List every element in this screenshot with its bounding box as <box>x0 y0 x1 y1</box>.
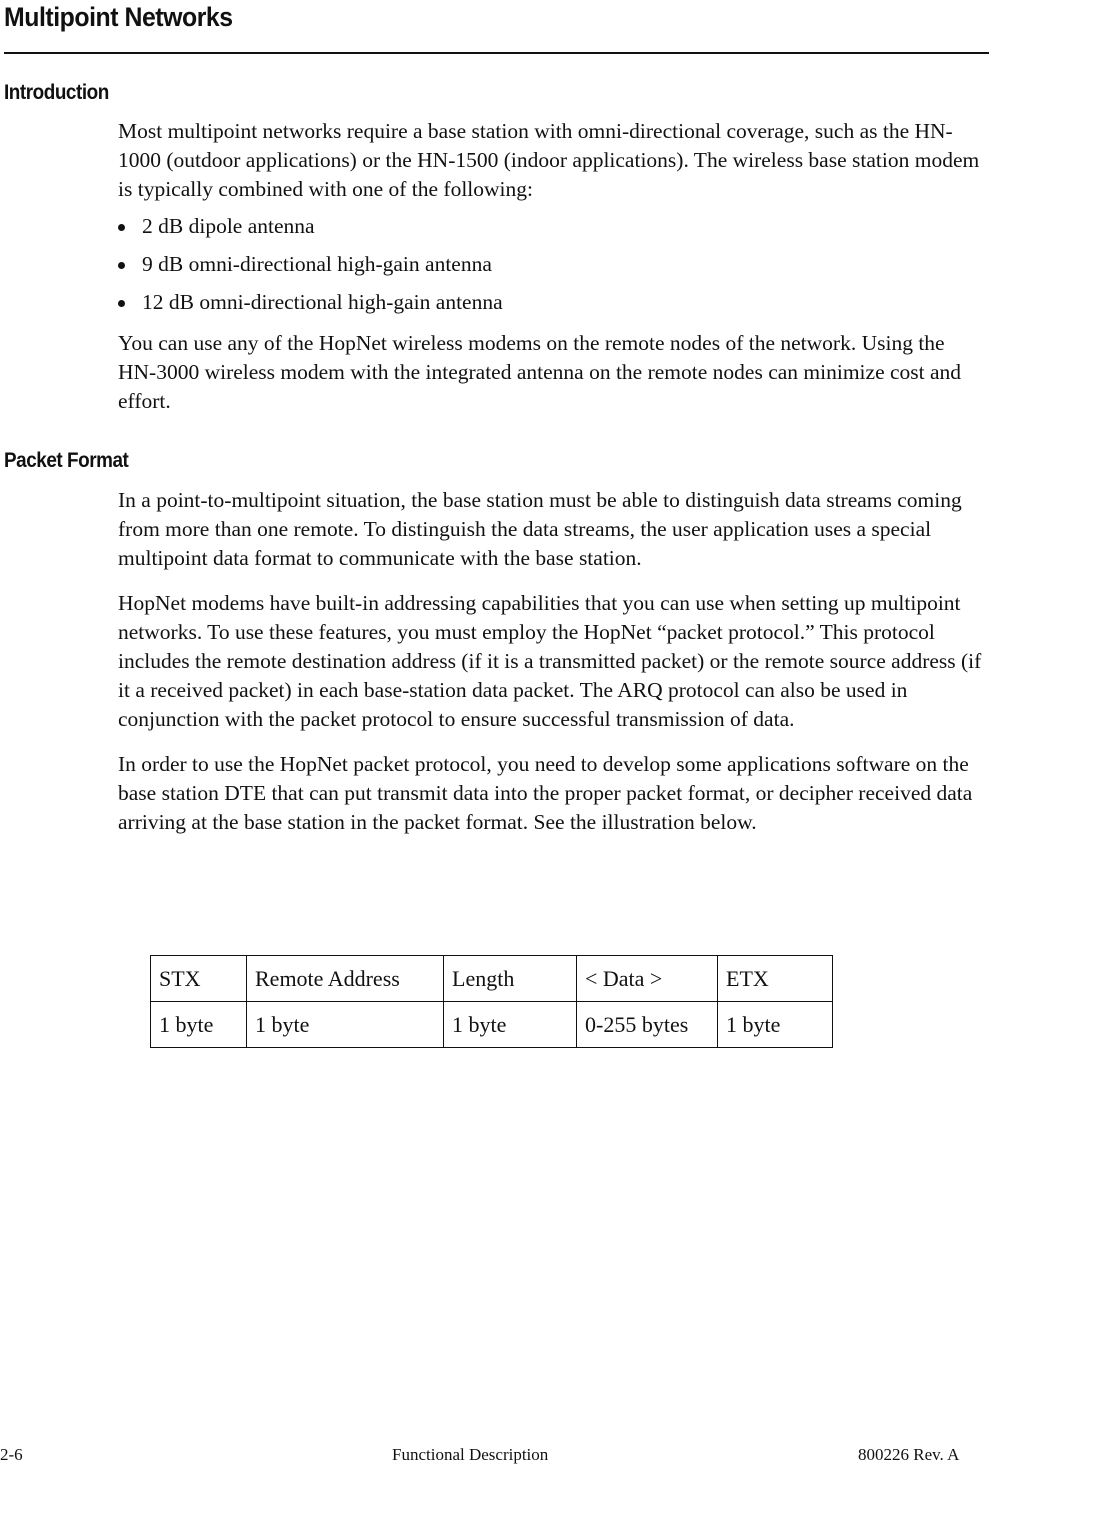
table-cell: ETX <box>718 956 833 1002</box>
table-cell: 1 byte <box>718 1002 833 1048</box>
table-cell: 1 byte <box>247 1002 444 1048</box>
introduction-heading: Introduction <box>4 81 109 104</box>
footer-section-title: Functional Description <box>392 1445 549 1464</box>
introduction-paragraph: Most multipoint networks require a base station with omni-directional coverage, such as the HN-1000 (outdoor applications) or the HN-1500 (indoor applications). The wireless base station modem is typically combined with one of the following: <box>118 119 980 201</box>
table-cell: Length <box>444 956 577 1002</box>
addressing-paragraph: HopNet modems have built-in addressing capabilities that you can use when setting up multipoint networks. To use these features, you must employ the HopNet “packet protocol.” This protocol includes the remote destination address (if it is a transmitted packet) or the remote source address (if it a received packet) in each base-station data packet. The ARQ protocol can also be used in conjunction with the packet protocol to ensure successful transmission of data. <box>118 591 982 731</box>
applications-paragraph: In order to use the HopNet packet protocol, you need to develop some applications software on the base station DTE that can put transmit data into the proper packet format, or decipher received data arriving at the base station in the packet format. See the illustration below. <box>118 752 973 834</box>
packet-format-table <box>150 955 833 1048</box>
footer-document-revision: 800226 Rev. A <box>858 1445 960 1464</box>
table-row <box>151 1002 833 1048</box>
title-rule <box>4 52 989 54</box>
list-item <box>118 288 988 317</box>
table-cell: 1 byte <box>151 1002 247 1048</box>
bullet-icon <box>118 224 125 231</box>
page-title: Multipoint Networks <box>4 2 233 32</box>
list-item-text: 2 dB dipole antenna <box>142 214 315 238</box>
packet-format-heading: Packet Format <box>4 449 129 472</box>
bullet-icon <box>118 262 125 269</box>
table-cell: Remote Address <box>247 956 444 1002</box>
list-item-text: 9 dB omni-directional high-gain antenna <box>142 252 492 276</box>
introduction-body <box>118 117 988 416</box>
table-cell: STX <box>151 956 247 1002</box>
table-row <box>151 956 833 1002</box>
list-item-text: 12 dB omni-directional high-gain antenna <box>142 290 503 314</box>
bullet-icon <box>118 300 125 307</box>
table-cell: 0-255 bytes <box>577 1002 718 1048</box>
multipoint-paragraph: In a point-to-multipoint situation, the base station must be able to distinguish data streams coming from more than one remote. To distinguish the data streams, the user application uses a special multipoint data format to communicate with the base station. <box>118 488 962 570</box>
packet-format-body <box>118 486 988 837</box>
list-item <box>118 212 988 241</box>
list-item <box>118 250 988 279</box>
table-cell: < Data > <box>577 956 718 1002</box>
table-cell: 1 byte <box>444 1002 577 1048</box>
footer-page-number: 2-6 <box>0 1445 23 1464</box>
remote-nodes-paragraph: You can use any of the HopNet wireless modems on the remote nodes of the network. Using the HN-3000 wireless modem with the integrated antenna on the remote nodes can minimize cost and effort. <box>118 331 962 413</box>
antenna-list <box>118 212 988 317</box>
